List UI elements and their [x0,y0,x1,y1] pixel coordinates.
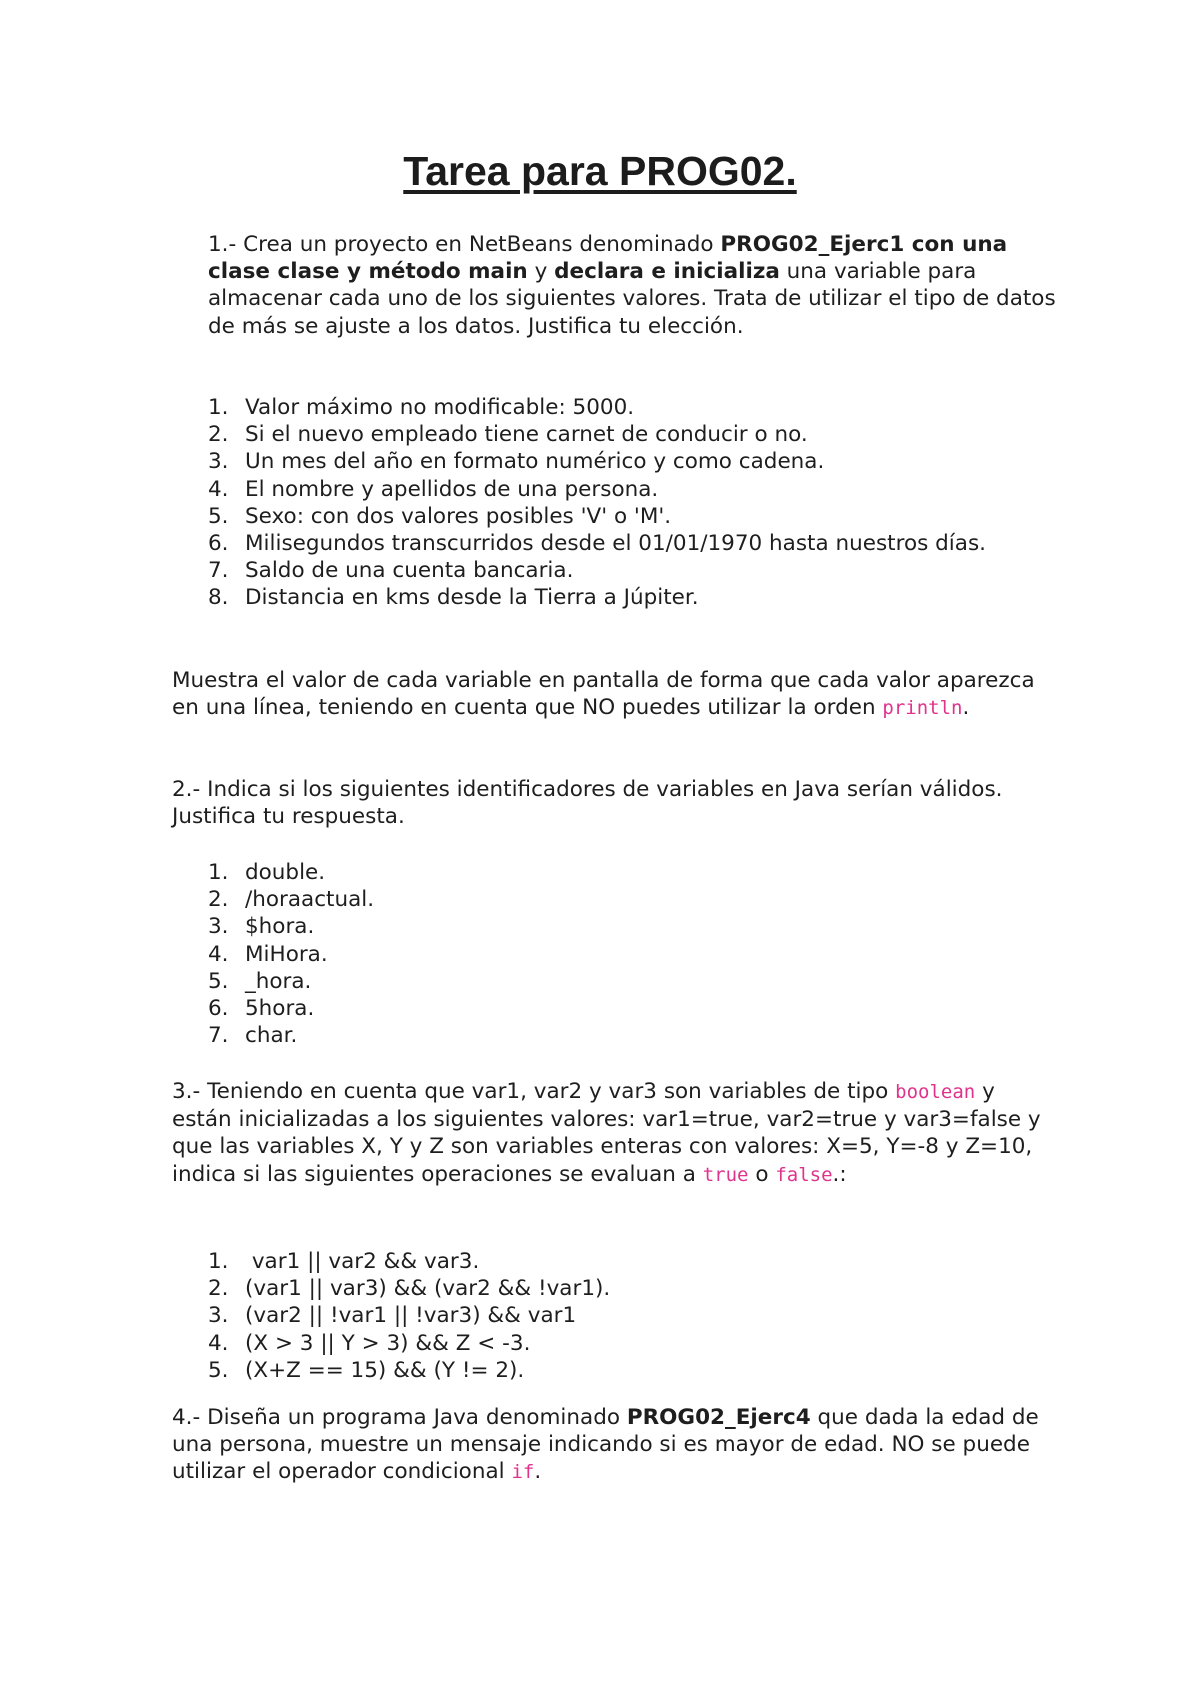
list-number: 3. [208,449,229,475]
list-text: /horaactual. [245,887,375,913]
code-if: if [511,1461,535,1484]
list-text: Si el nuevo empleado tiene carnet de conducir o no. [245,422,808,448]
list-text: Sexo: con dos valores posibles 'V' o 'M'. [245,503,672,529]
list-number: 2. [208,422,229,448]
q1-text-c: una variable para almacenar cada uno de los siguientes valores. Trata de utilizar el tipo de datos de más se ajuste a los datos. Justifica tu elección. [208,259,1056,339]
q1-text-b: y [527,259,555,285]
list-number: 1. [208,395,229,420]
list-text: MiHora. [245,941,328,967]
question-1-list [208,394,1028,612]
list-number: 4. [208,941,229,967]
list-item [208,968,808,995]
q1-bold-a: PROG02_Ejerc1 con una clase clase y método main [208,232,1008,285]
list-text: Distancia en kms desde la Tierra a Júpiter. [245,585,699,611]
question-4-text [172,1404,1052,1487]
list-text: Un mes del año en formato numérico y como cadena. [245,449,825,475]
q1-text-a: 1.- Crea un proyecto en NetBeans denominado [208,232,721,257]
q4-text-c: . [534,1459,542,1485]
list-text: (X+Z == 15) && (Y != 2). [245,1357,525,1383]
list-number: 2. [208,887,229,913]
list-text: $hora. [245,914,315,940]
list-text: (var1 || var3) && (var2 && !var1). [245,1276,611,1302]
list-number: 1. [208,1249,229,1274]
code-boolean: boolean [895,1081,976,1103]
list-item [208,476,1028,503]
question-2-text: 2.- Indica si los siguientes identificadores de variables en Java serían válidos. Justifica tu respuesta. [172,777,1003,830]
list-number: 1. [208,860,229,885]
list-item [208,448,1028,475]
list-item [208,913,808,940]
question-3-text [172,1078,1052,1189]
list-item [208,1022,808,1049]
q3-text-b: y están inicializadas a los siguientes valores: var1=true, var2=true y var3=false y que las variables X, Y y Z son variables enteras con valores: X=5, Y=-8 y Z=10, indica si las siguientes operaciones se evaluan a [172,1079,1041,1187]
question-3-list [208,1248,908,1384]
q4-text-b: que dada la edad de una persona, muestre un mensaje indicando si es mayor de edad. NO se puede utilizar el operador condicional [172,1405,1039,1485]
list-number: 7. [208,1023,229,1049]
q3-text-c: o [748,1161,776,1187]
list-number: 6. [208,996,229,1022]
list-text: (X > 3 || Y > 3) && Z < -3. [245,1330,531,1356]
list-item [208,1275,908,1302]
question-2-list [208,859,808,1049]
list-item [208,394,1028,421]
list-number: 5. [208,1357,229,1383]
list-number: 2. [208,1276,229,1302]
list-text: Milisegundos transcurridos desde el 01/01/1970 hasta nuestros días. [245,531,986,557]
list-item [208,1302,908,1329]
list-item [208,886,808,913]
question-1-followup [172,667,1052,722]
list-text: _hora. [245,968,312,994]
page-title: Tarea para PROG02. [403,148,797,194]
list-number: 3. [208,1303,229,1329]
code-println: println [882,697,963,720]
list-text: var1 || var2 && var3. [245,1249,480,1274]
list-text: (var2 || !var1 || !var3) && var1 [245,1303,577,1329]
q4-bold: PROG02_Ejerc4 [626,1405,811,1430]
list-number: 4. [208,476,229,502]
code-false: false [775,1163,833,1186]
list-text: Valor máximo no modificable: 5000. [245,395,635,420]
list-number: 4. [208,1330,229,1356]
list-number: 6. [208,531,229,557]
q1-after-text: Muestra el valor de cada variable en pantalla de forma que cada valor aparezca en una línea, teniendo en cuenta que NO puedes utilizar la orden [172,668,1035,721]
list-text: 5hora. [245,996,315,1022]
q3-text-a: 3.- Teniendo en cuenta que var1, var2 y var3 son variables de tipo [172,1079,896,1104]
code-true: true [702,1163,749,1186]
question-1-text [208,231,1058,340]
list-text: char. [245,1023,298,1049]
list-item [208,421,1028,448]
list-item [208,995,808,1022]
list-item [208,584,1028,611]
list-item [208,859,808,886]
list-item [208,1248,908,1275]
list-number: 8. [208,585,229,611]
q3-text-d: .: [832,1161,847,1187]
list-number: 7. [208,558,229,584]
q4-text-a: 4.- Diseña un programa Java denominado [172,1405,627,1430]
list-item [208,503,1028,530]
list-text: double. [245,860,326,885]
list-item [208,557,1028,584]
list-item [208,530,1028,557]
q1-bold-b: declara e inicializa [554,259,780,285]
q1-after-end: . [962,695,970,721]
list-text: El nombre y apellidos de una persona. [245,476,659,502]
list-number: 5. [208,968,229,994]
list-item [208,941,808,968]
list-item [208,1330,908,1357]
list-text: Saldo de una cuenta bancaria. [245,558,574,584]
list-item [208,1357,908,1384]
list-number: 5. [208,503,229,529]
list-number: 3. [208,914,229,940]
